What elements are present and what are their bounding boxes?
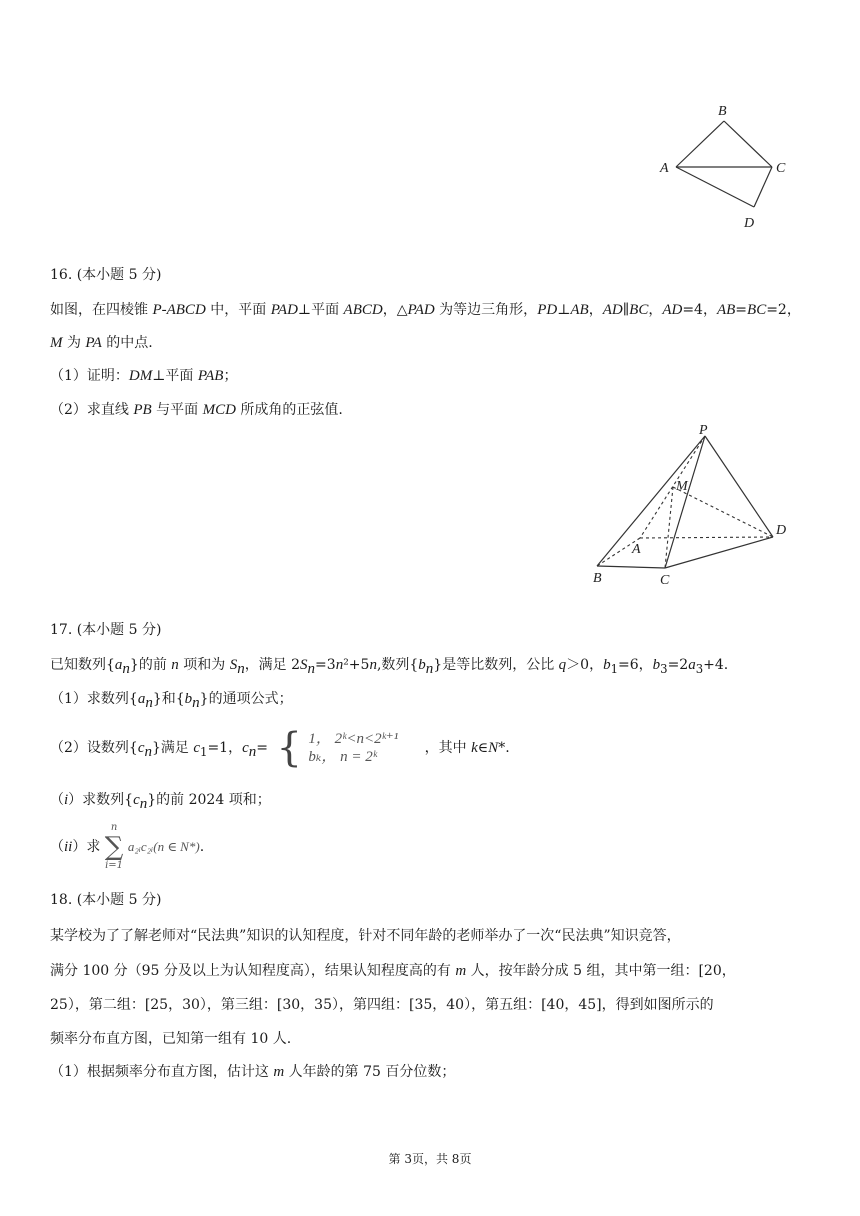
math: PAB	[197, 368, 224, 384]
math: PB	[133, 402, 152, 418]
q17-subquestion-2	[50, 726, 510, 774]
math: MCD	[202, 402, 236, 418]
q16-subquestion-1	[50, 367, 237, 385]
text: ）求数列{	[68, 792, 134, 808]
text: （1）根据频率分布直方图，估计这	[50, 1064, 274, 1080]
q17-header: 17. (本小题 5 分)	[50, 622, 162, 638]
text: （	[50, 839, 64, 855]
subscript: n	[248, 743, 257, 760]
math: n	[335, 657, 344, 673]
math: PA	[85, 335, 102, 351]
math: ii	[64, 839, 73, 855]
label-c: C	[776, 161, 786, 176]
sum-upper: n	[110, 822, 118, 833]
text: 所成角的正弦值.	[235, 402, 343, 418]
math: c	[133, 792, 140, 808]
case-1: 1， 2ᵏ<n<2ᵏ⁺¹	[308, 731, 399, 747]
q18-line1: 某学校为了了解老师对“民法典”知识的认知程度，针对不同年龄的老师举办了一次“民法典”知识竞答，	[50, 928, 681, 944]
edge-pb	[597, 436, 705, 566]
math: n	[171, 657, 179, 673]
case-2: bₖ， n = 2ᵏ	[308, 749, 377, 765]
text: ）求	[72, 839, 101, 855]
math: b	[184, 691, 193, 707]
text: 的中点.	[101, 335, 153, 351]
text: 如图，在四棱锥	[50, 302, 153, 318]
math: N	[488, 740, 499, 756]
text: （1）求数列{	[50, 691, 138, 707]
label-d: D	[776, 523, 787, 538]
edge-bc	[724, 121, 772, 167]
text: ，满足 2	[244, 657, 301, 673]
text: ⊥平面	[297, 302, 344, 318]
q18-line4: 频率分布直方图，已知第一组有 10 人.	[50, 1031, 292, 1047]
edge-ab	[676, 121, 724, 167]
math: c	[242, 740, 249, 756]
text: }满足	[152, 740, 194, 756]
text: ＞0，	[566, 657, 604, 673]
text: （2）设数列{	[50, 740, 138, 756]
left-brace: {	[276, 725, 302, 771]
text: =3	[315, 657, 336, 673]
text: =1，	[207, 740, 243, 756]
text: 项和为	[178, 657, 230, 673]
q17-part-ii	[50, 822, 204, 872]
text: +4.	[703, 657, 729, 673]
subscript: n	[307, 660, 316, 677]
text: 满分 100 分（95 分及以上为认知程度高），结果认知程度高的有	[50, 963, 456, 979]
q17-subquestion-1	[50, 690, 293, 712]
q18-header: 18. (本小题 5 分)	[50, 892, 162, 908]
math: b	[603, 657, 611, 673]
subscript: n	[145, 694, 153, 711]
math: q	[558, 657, 567, 673]
piecewise-definition	[276, 726, 398, 770]
text: .	[199, 839, 205, 855]
sum-expression: a₂ᵢc₂ᵢ(n ∈ N*)	[127, 839, 200, 854]
sigma-icon: ∑	[104, 832, 124, 862]
text: （2）求直线	[50, 402, 134, 418]
text: 为等边三角形，	[434, 302, 538, 318]
subscript: n	[192, 694, 200, 711]
text: *.	[498, 740, 510, 756]
text: ∈	[477, 740, 489, 756]
text: =2，	[766, 302, 801, 318]
subscript: n	[144, 743, 152, 760]
text: }是等比数列，公比	[433, 657, 559, 673]
q16-paragraph-line1	[50, 301, 801, 319]
math: b	[418, 657, 426, 673]
math: m	[455, 963, 467, 979]
edge-ad	[676, 167, 754, 207]
math: ABCD	[343, 302, 383, 318]
subscript: n	[237, 660, 245, 677]
text: ，	[588, 302, 603, 318]
label-a: A	[632, 542, 641, 557]
text: 人，按年龄分成 5 组，其中第一组：[20，	[466, 963, 736, 979]
text: }的前	[129, 657, 172, 673]
text: 已知数列{	[50, 657, 115, 673]
text: ⊥	[557, 302, 571, 318]
edge-cd	[665, 537, 773, 568]
text: ，	[648, 302, 663, 318]
edge-pc	[665, 436, 705, 568]
text: （1）证明：	[50, 368, 129, 384]
text: }的前 2024 项和；	[147, 792, 271, 808]
subscript: 1	[200, 744, 208, 759]
piecewise-cases	[308, 730, 398, 766]
q16-header: 16. (本小题 5 分)	[50, 267, 162, 283]
math: BC	[629, 302, 649, 318]
math: m	[273, 1064, 285, 1080]
math: PAD	[407, 302, 435, 318]
text: 人年龄的第 75 百分位数；	[284, 1064, 456, 1080]
math: c	[137, 740, 145, 756]
math: PD	[537, 302, 558, 318]
text: ，其中	[424, 740, 472, 756]
text: =6，	[618, 657, 653, 673]
math: S	[300, 657, 308, 673]
text: （	[50, 792, 64, 808]
q16-subquestion-2	[50, 401, 343, 419]
label-d: D	[744, 216, 755, 231]
label-p: P	[699, 423, 708, 438]
q18-line3: 25），第二组：[25，30），第三组：[30，35），第四组：[35，40），第五组：[40，45]，得到如图所示的	[50, 997, 714, 1013]
q18-subquestion-1	[50, 1063, 455, 1081]
label-a: A	[660, 161, 669, 176]
sum-lower: i=1	[105, 860, 124, 871]
math: DM	[128, 368, 153, 384]
subscript: n	[425, 660, 434, 677]
text: ，△	[382, 302, 408, 318]
subscript: n	[139, 795, 148, 812]
text: ∥	[622, 302, 630, 318]
math: AD	[662, 302, 683, 318]
text: }和{	[152, 691, 185, 707]
figure-quadrilateral-abcd	[650, 95, 800, 235]
math: S	[229, 657, 238, 673]
edge-ad	[640, 537, 773, 538]
text: =	[256, 740, 268, 756]
text: 与平面	[151, 402, 203, 418]
label-b: B	[593, 571, 602, 586]
text: 中，平面	[205, 302, 271, 318]
text: =2	[667, 657, 689, 673]
edge-md	[673, 487, 773, 537]
edge-bc	[597, 566, 665, 568]
math: AB	[570, 302, 589, 318]
subscript: n	[122, 660, 130, 677]
math: AD	[602, 302, 623, 318]
math: a	[137, 691, 146, 707]
label-c: C	[660, 573, 670, 588]
q18-line2	[50, 962, 736, 980]
label-m: M	[676, 479, 688, 494]
edge-cd	[754, 167, 772, 207]
q17-part-i	[50, 791, 271, 813]
math: c	[193, 740, 201, 756]
text: }的通项公式；	[199, 691, 293, 707]
text: ⊥平面	[152, 368, 198, 384]
summation	[105, 822, 124, 872]
text: =	[735, 302, 748, 318]
math: a	[114, 657, 123, 673]
text: ,数列{	[376, 657, 419, 673]
text: ；	[223, 368, 238, 384]
edge-pd	[705, 436, 773, 537]
text: 为	[62, 335, 86, 351]
math: M	[50, 335, 63, 351]
subscript: 3	[695, 661, 704, 676]
math: n	[369, 657, 377, 673]
subscript: 1	[610, 661, 618, 676]
math: i	[64, 792, 69, 808]
page-footer: 第 3页，共 8页	[388, 1152, 472, 1166]
math: a	[688, 657, 696, 673]
q17-paragraph	[50, 656, 728, 678]
text: ²+5	[343, 657, 370, 673]
figure-pyramid-pabcd	[585, 420, 795, 590]
math: BC	[747, 302, 767, 318]
math: k	[471, 740, 478, 756]
text: =4，	[682, 302, 717, 318]
label-b: B	[718, 104, 727, 119]
math: b	[652, 657, 661, 673]
math: AB	[716, 302, 736, 318]
math: PAD	[270, 302, 298, 318]
subscript: 3	[660, 661, 668, 676]
math: P-ABCD	[152, 302, 206, 318]
q16-paragraph-line2	[50, 334, 153, 352]
